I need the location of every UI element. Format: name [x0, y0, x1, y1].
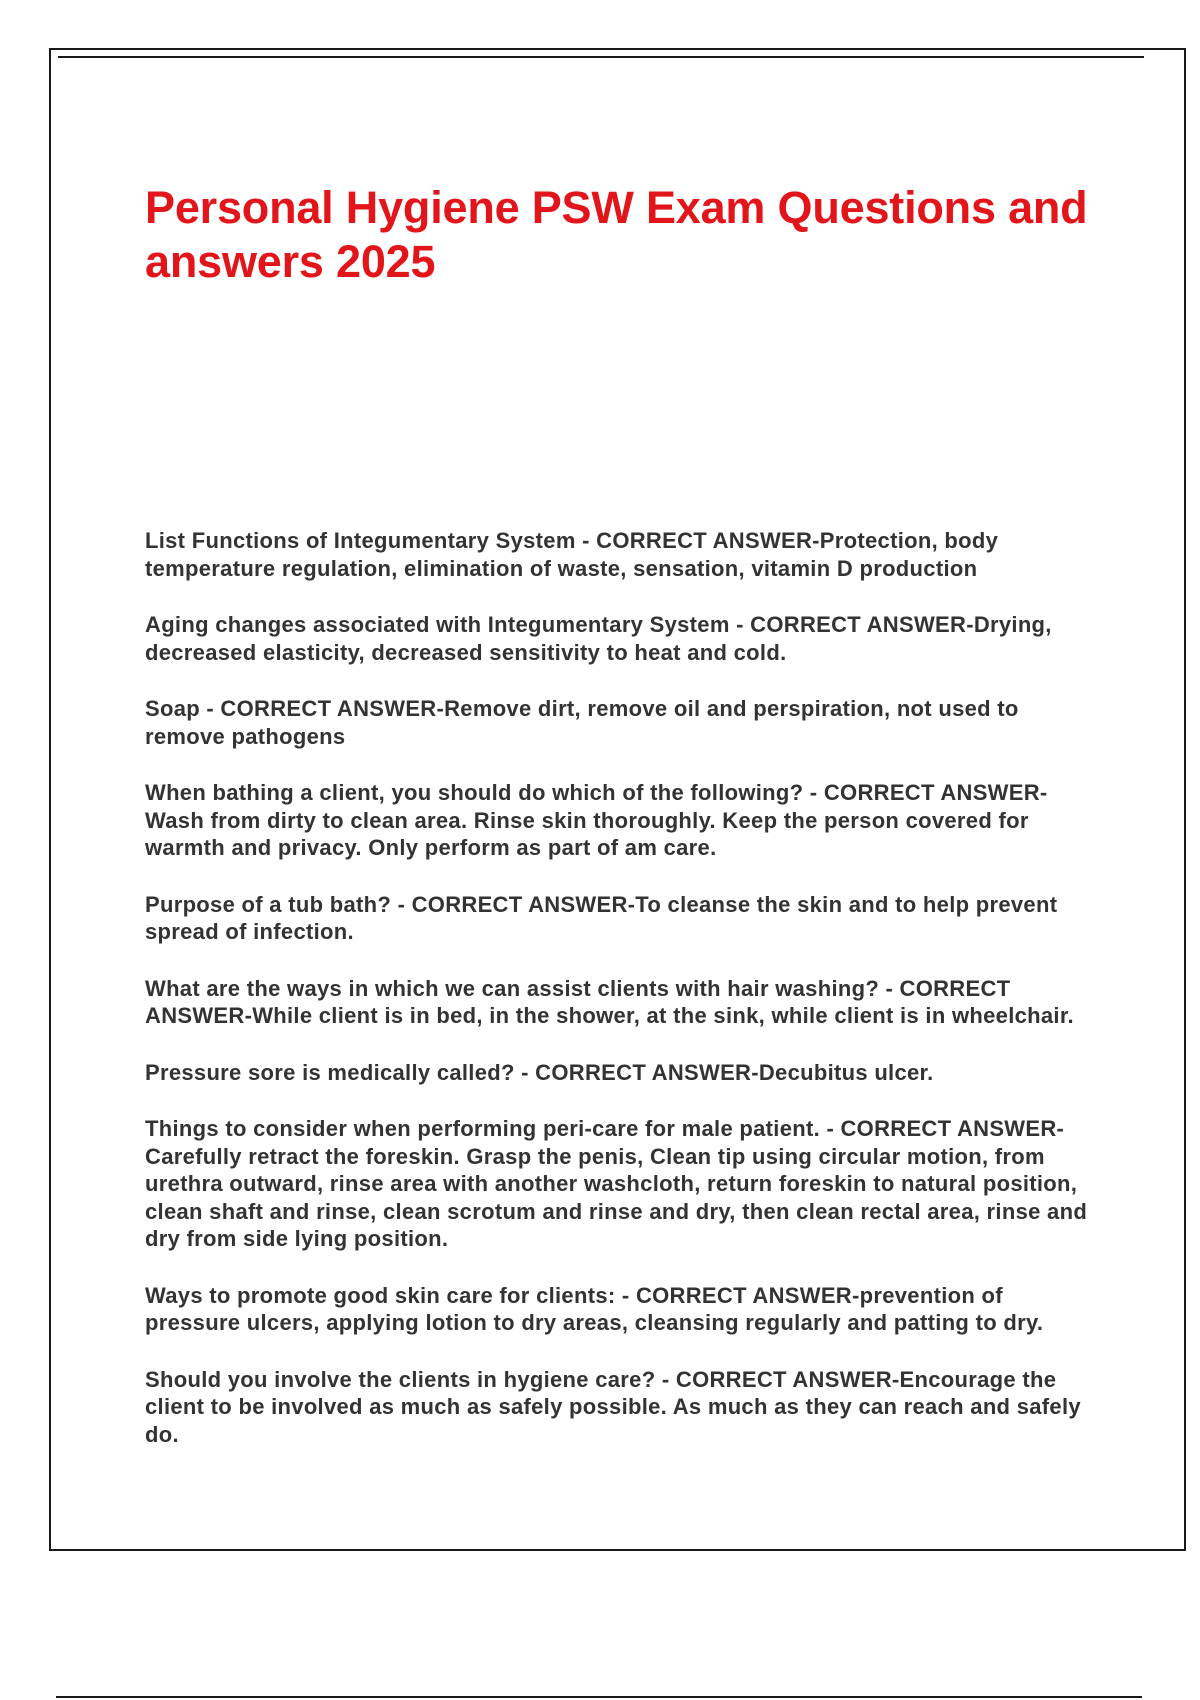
qa-item-8: Things to consider when performing peri-care for male patient. - CORRECT ANSWER-Carefully retract the foreskin. Grasp the penis, Clean tip using circular motion, from urethra outward, rinse area with another washcloth, return foreskin to natural position, clean shaft and rinse, clean scrotum and rinse and dry, then clean rectal area, rinse and dry from side lying position.	[145, 1116, 1088, 1251]
qa-item-1: List Functions of Integumentary System - CORRECT ANSWER-Protection, body temperature regulation, elimination of waste, sensation, vitamin D production	[145, 528, 999, 581]
qa-item-2: Aging changes associated with Integumentary System - CORRECT ANSWER-Drying, decreased elasticity, decreased sensitivity to heat and cold.	[145, 612, 1052, 665]
top-rule	[58, 56, 1144, 58]
qa-item-4: When bathing a client, you should do which of the following? - CORRECT ANSWER-Wash from dirty to clean area. Rinse skin thoroughly. Keep the person covered for warmth and privacy. Only perform as part of am care.	[145, 780, 1048, 860]
bottom-rule	[56, 1696, 1142, 1698]
qa-list	[145, 527, 1090, 1477]
qa-item-9: Ways to promote good skin care for clients: - CORRECT ANSWER-prevention of pressure ulcers, applying lotion to dry areas, cleansing regularly and patting to dry.	[145, 1282, 1044, 1335]
qa-item-7: Pressure sore is medically called? - CORRECT ANSWER-Decubitus ulcer.	[145, 1059, 934, 1085]
qa-item-6: What are the ways in which we can assist clients with hair washing? - CORRECT ANSWER-While client is in bed, in the shower, at the sink, while client is in wheelchair.	[145, 975, 1074, 1028]
qa-item-3: Soap - CORRECT ANSWER-Remove dirt, remove oil and perspiration, not used to remove pathogens	[145, 696, 1019, 749]
document-title: Personal Hygiene PSW Exam Questions and answers 2025	[145, 182, 1088, 287]
qa-item-5: Purpose of a tub bath? - CORRECT ANSWER-To cleanse the skin and to help prevent spread of infection.	[145, 891, 1058, 944]
qa-item-10: Should you involve the clients in hygiene care? - CORRECT ANSWER-Encourage the client to be involved as much as safely possible. As much as they can reach and safely do.	[145, 1366, 1081, 1447]
